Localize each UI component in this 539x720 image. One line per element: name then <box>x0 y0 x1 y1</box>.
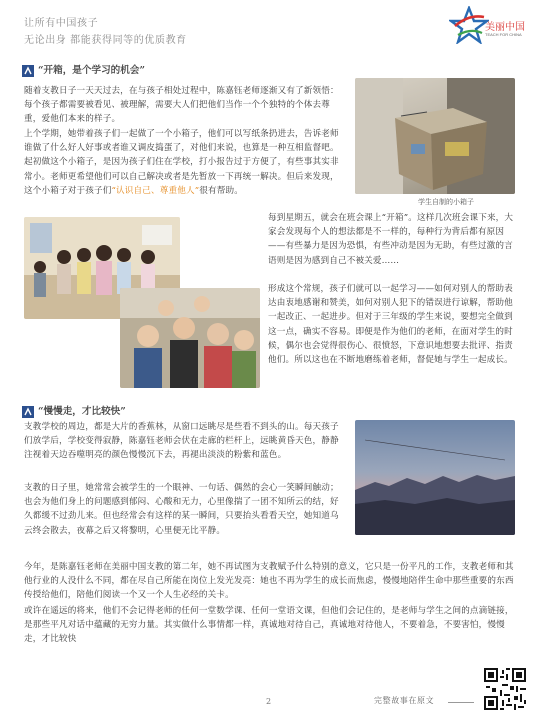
photo-caption: 学生自制的小箱子 <box>418 198 474 206</box>
section2-title: “慢慢走，才比较快” <box>38 406 126 417</box>
header-slogan-line1: 让所有中国孩子 <box>24 18 99 29</box>
section1-paragraph-3: 每到星期五，就会在班会课上“开箱”。这样几次班会课下来，大家会发现每个人的想法都是不一样的，每种行为背后都有原因——有些暴力是因为恐惧，有些冲动是因为无助，有些过激的言语则是因为感到自己不被关爱…… <box>268 213 514 266</box>
footer-divider <box>448 702 474 703</box>
section1-title: “开箱，是个学习的机会” <box>38 65 145 76</box>
section2-paragraph-3: 今年，是陈嘉钰老师在美丽中国支教的第二年，她不再试图为支教赋予什么特别的意义，它只是一份平凡的工作，支教老师和其他行业的人没什么不同，都在尽自己所能在岗位上发光发亮：她也不再为学生的成长而焦虑，慢慢地陪伴生命中那些重要的东西传授给他们，陪他们阅读一个又一个人生必经的关卡。 <box>24 562 514 601</box>
students-smiling-photo <box>120 288 260 388</box>
logo-text-en: TEACH FOR CHINA <box>485 32 522 37</box>
star-logo-icon <box>449 6 489 44</box>
homemade-box-photo <box>355 78 515 194</box>
read-full-story-link[interactable]: 完整故事在原文 <box>374 696 435 705</box>
section2-paragraph-2: 支教的日子里，她常常会被学生的一个眼神、一句话、偶然的会心一笑瞬间触动；也会为他们身上的问题感到郁闷、心酸和无力，心里像揣了一团不知所云的结，好久都缓不过劲儿来。但也经常会有这样的某一瞬间，只要抬头看看天空，她知道乌云终会散去，夜幕之后又将黎明，心里便无比平静。 <box>24 483 339 536</box>
section-marker-icon <box>22 62 34 74</box>
header-slogan-line2: 无论出身 都能获得同等的优质教育 <box>24 35 187 46</box>
teach-for-china-logo <box>447 6 525 46</box>
highlight-text: “认识自己、尊重他人” <box>111 185 200 196</box>
section1-paragraph-4: 形成这个常规，孩子们就可以一起学习——如何对别人的帮助表达由衷地感谢和赞美，如何对别人犯下的错误进行谅解，帮助他一起改正、一起进步。但对于三年级的学生来说，要想完全做到这一点，确实不容易。即便是作为他们的老师，在面对学生的时候，偶尔也会觉得很伤心、很愤怒，下意识地想要去批评、指责他们。所以这也在不断地磨练着老师，督促她与学生一起成长。 <box>268 284 513 366</box>
section1-paragraph-1: 随着支教日子一天天过去，在与孩子相处过程中，陈嘉钰老师逐渐又有了新领悟：每个孩子都需要被看见、被理解，需要大人们把他们当作一个个独特的个体去尊重，爱他们本来的样子。 <box>24 86 339 125</box>
section-marker-icon <box>22 403 34 415</box>
section1-paragraph-2: 上个学期，她带着孩子们一起做了一个小箱子，他们可以写纸条扔进去，告诉老师谁做了什么好人好事或者谁又调皮捣蛋了，对他们来说，也算是一种互相监督吧。起初做这个小箱子，是因为孩子们住在学校，打小报告过于方便了，有些事其实非常小。老师更希望他们可以自己解决或者是先暂放一下再统一解决。但后来发现，这个小箱子对于孩子们“认识自己、尊重他人”很有帮助。 <box>24 129 339 196</box>
page-number: 2 <box>266 697 272 706</box>
section2-paragraph-4: 或许在遥远的将来，他们不会记得老师的任何一堂数学课、任何一堂语文课，但他们会记住的，是老师与学生之间的点滴链接，是那些平凡对话中蕴藏的无穷力量。其实做什么事情都一样，真诚地对待自己，真诚地对待他人，不要着急，不要害怕，慢慢走，才比较快 <box>24 606 514 645</box>
logo-text-cn: 美丽中国 <box>485 22 525 33</box>
section2-paragraph-1: 支教学校的周边，都是大片的香蕉林，从窗口远眺尽是些看不到头的山。每天孩子们放学后，学校变得寂静，陈嘉钰老师会伏在走廊的栏杆上，远眺黄昏天色，静静注视着天边吞噬明亮的颜色慢慢沉下去，再褪出淡淡的粉紫和蓝色。 <box>24 422 339 461</box>
qr-code-icon[interactable] <box>482 666 528 712</box>
dusk-mountains-photo <box>355 420 515 535</box>
